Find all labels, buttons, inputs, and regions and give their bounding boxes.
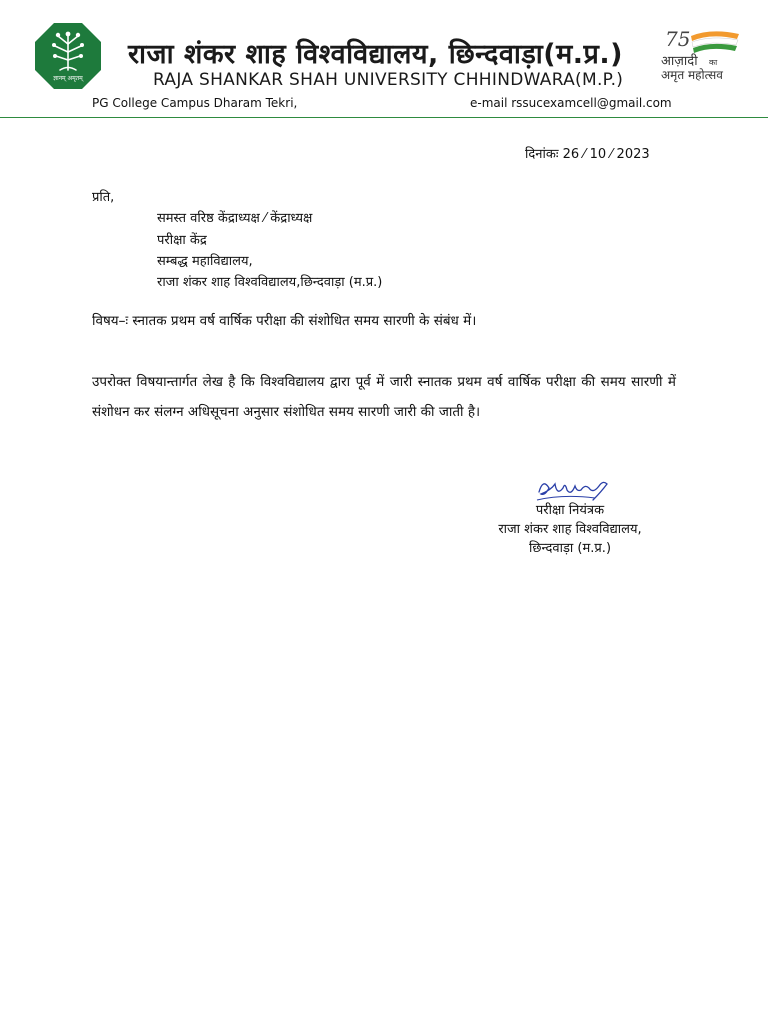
- letter-date: दिनांकः 26 ⁄ 10 ⁄ 2023: [525, 147, 650, 162]
- signatory-organization: राजा शंकर शाह विश्वविद्यालय,: [498, 522, 642, 537]
- letter-subject: विषय–ः स्नातक प्रथम वर्ष वार्षिक परीक्षा की संशोधित समय सारणी के संबंध में।: [92, 313, 477, 329]
- campus-address: PG College Campus Dharam Tekri,: [92, 96, 298, 110]
- signatory-place: छिन्दवाड़ा (म.प्र.): [528, 541, 612, 556]
- addressee-line: समस्त वरिष्ठ केंद्राध्यक्ष ⁄ केंद्राध्यक्ष: [157, 211, 313, 226]
- azadi-line1: आज़ादी: [661, 54, 698, 69]
- email-address: e-mail rssucexamcell@gmail.com: [470, 96, 672, 110]
- addressee-line: परीक्षा केंद्र: [157, 233, 207, 248]
- azadi-ka: का: [709, 58, 718, 67]
- azadi-number: 75: [665, 27, 691, 51]
- letter-body: उपरोक्त विषयान्तार्गत लेख है कि विश्वविद्यालय द्वारा पूर्व में जारी स्नातक प्रथम वर्ष वार्षिक परीक्षा की समय सारणी में संशोधन कर संलग्न अधिसूचना अनुसार संशोधित समय सारणी जारी की जाती है।: [92, 374, 676, 420]
- university-title-hindi: राजा शंकर शाह विश्वविद्यालय, छिन्दवाड़ा(म.प्र.): [128, 39, 623, 70]
- university-title-english: RAJA SHANKAR SHAH UNIVERSITY CHHINDWARA(M.P.): [153, 70, 624, 90]
- addressee-line: सम्बद्ध महाविद्यालय,: [157, 254, 253, 269]
- signature-block: [470, 501, 670, 558]
- addressee-line: राजा शंकर शाह विश्वविद्यालय,छिन्दवाड़ा (म.प्र.): [157, 275, 383, 290]
- azadi-line2: अमृत महोत्सव: [661, 68, 723, 82]
- azadi-ka-amrit-mahotsav-logo: [659, 26, 755, 84]
- salutation: प्रति,: [92, 190, 115, 205]
- header-divider: [0, 117, 768, 118]
- university-logo: [34, 22, 102, 90]
- logo-motto: ज्ञानम् अमृतम्: [53, 75, 83, 82]
- signatory-designation: परीक्षा नियंत्रक: [535, 503, 605, 518]
